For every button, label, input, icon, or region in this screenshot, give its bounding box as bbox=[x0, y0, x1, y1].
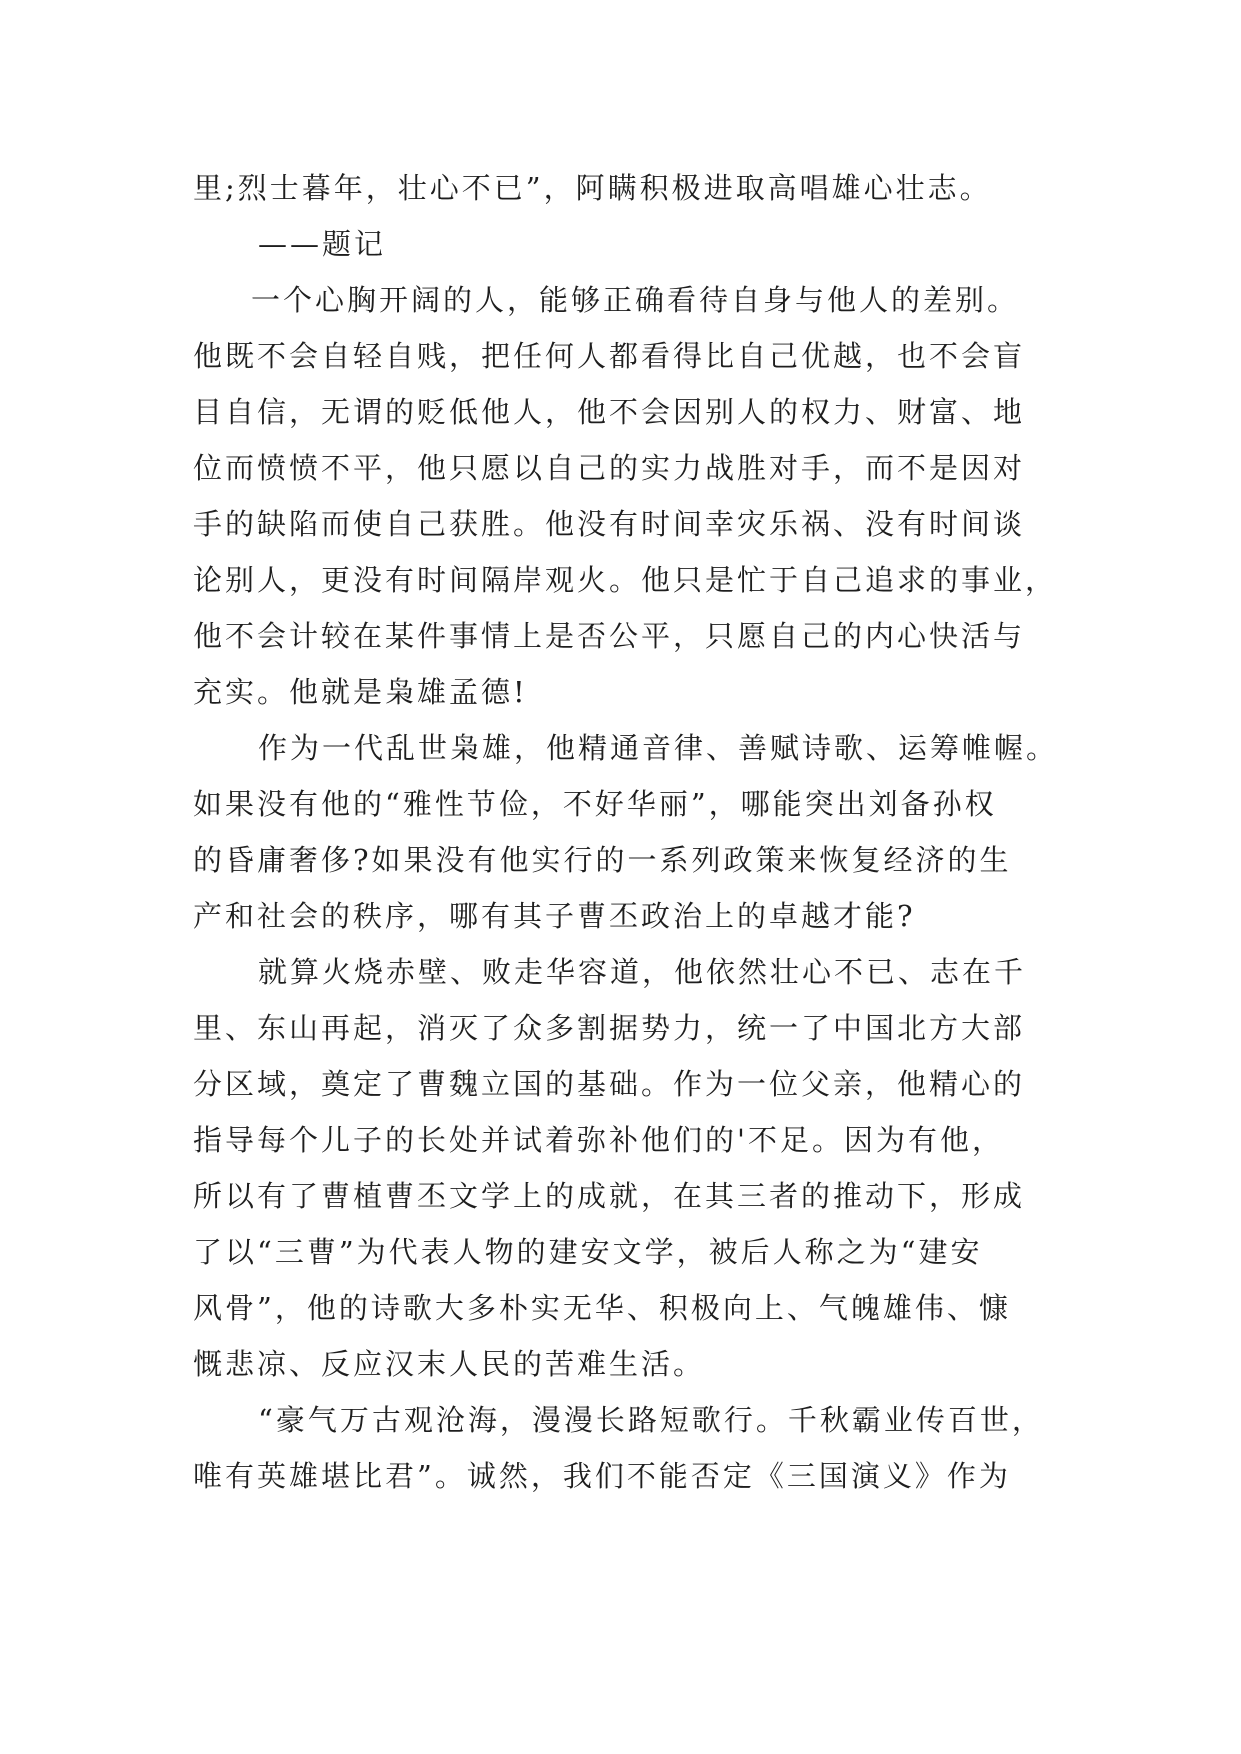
text-line: 的昏庸奢侈?如果没有他实行的一系列政策来恢复经济的生 bbox=[193, 843, 1012, 877]
text-line: “豪气万古观沧海，漫漫长路短歌行。千秋霸业传百世， bbox=[258, 1403, 1044, 1437]
text-line: 作为一代乱世枭雄，他精通音律、善赋诗歌、运筹帷幄。 bbox=[258, 731, 1059, 765]
text-line: 风骨”，他的诗歌大多朴实无华、积极向上、气魄雄伟、慷 bbox=[193, 1291, 1011, 1325]
text-line: 里;烈士暮年，壮心不已”，阿瞒积极进取高唱雄心壮志。 bbox=[193, 171, 992, 205]
text-line: 了以“三曹”为代表人物的建安文学，被后人称之为“建安 bbox=[193, 1235, 983, 1269]
text-line: 产和社会的秩序，哪有其子曹丕政治上的卓越才能? bbox=[193, 899, 916, 933]
text-line: 他既不会自轻自贱，把任何人都看得比自己优越，也不会盲 bbox=[193, 339, 1026, 373]
text-line: 里、东山再起，消灭了众多割据势力，统一了中国北方大部 bbox=[193, 1011, 1026, 1045]
text-line: 指导每个儿子的长处并试着弥补他们的'不足。因为有他， bbox=[193, 1123, 1004, 1157]
text-line: 手的缺陷而使自己获胜。他没有时间幸灾乐祸、没有时间谈 bbox=[193, 507, 1026, 541]
text-line: 一个心胸开阔的人，能够正确看待自身与他人的差别。 bbox=[251, 283, 1020, 317]
text-line: 就算火烧赤壁、败走华容道，他依然壮心不已、志在千 bbox=[258, 955, 1027, 989]
text-line: 位而愤愤不平，他只愿以自己的实力战胜对手，而不是因对 bbox=[193, 451, 1026, 485]
text-line: 目自信，无谓的贬低他人，他不会因别人的权力、财富、地 bbox=[193, 395, 1026, 429]
text-line: 他不会计较在某件事情上是否公平，只愿自己的内心快活与 bbox=[193, 619, 1026, 653]
text-line: 慨悲凉、反应汉末人民的苦难生活。 bbox=[193, 1347, 706, 1381]
text-line: 唯有英雄堪比君”。诚然，我们不能否定《三国演义》作为 bbox=[193, 1459, 1011, 1493]
text-line: 如果没有他的“雅性节俭，不好华丽”，哪能突出刘备孙权 bbox=[193, 787, 997, 821]
epigraph-attribution: ——题记 bbox=[258, 227, 387, 261]
text-line: 所以有了曹植曹丕文学上的成就，在其三者的推动下，形成 bbox=[193, 1179, 1026, 1213]
essay-body bbox=[193, 160, 1063, 1504]
text-line: 分区域，奠定了曹魏立国的基础。作为一位父亲，他精心的 bbox=[193, 1067, 1026, 1101]
text-line: 充实。他就是枭雄孟德! bbox=[193, 675, 528, 709]
text-line: 论别人，更没有时间隔岸观火。他只是忙于自己追求的事业， bbox=[193, 563, 1058, 597]
